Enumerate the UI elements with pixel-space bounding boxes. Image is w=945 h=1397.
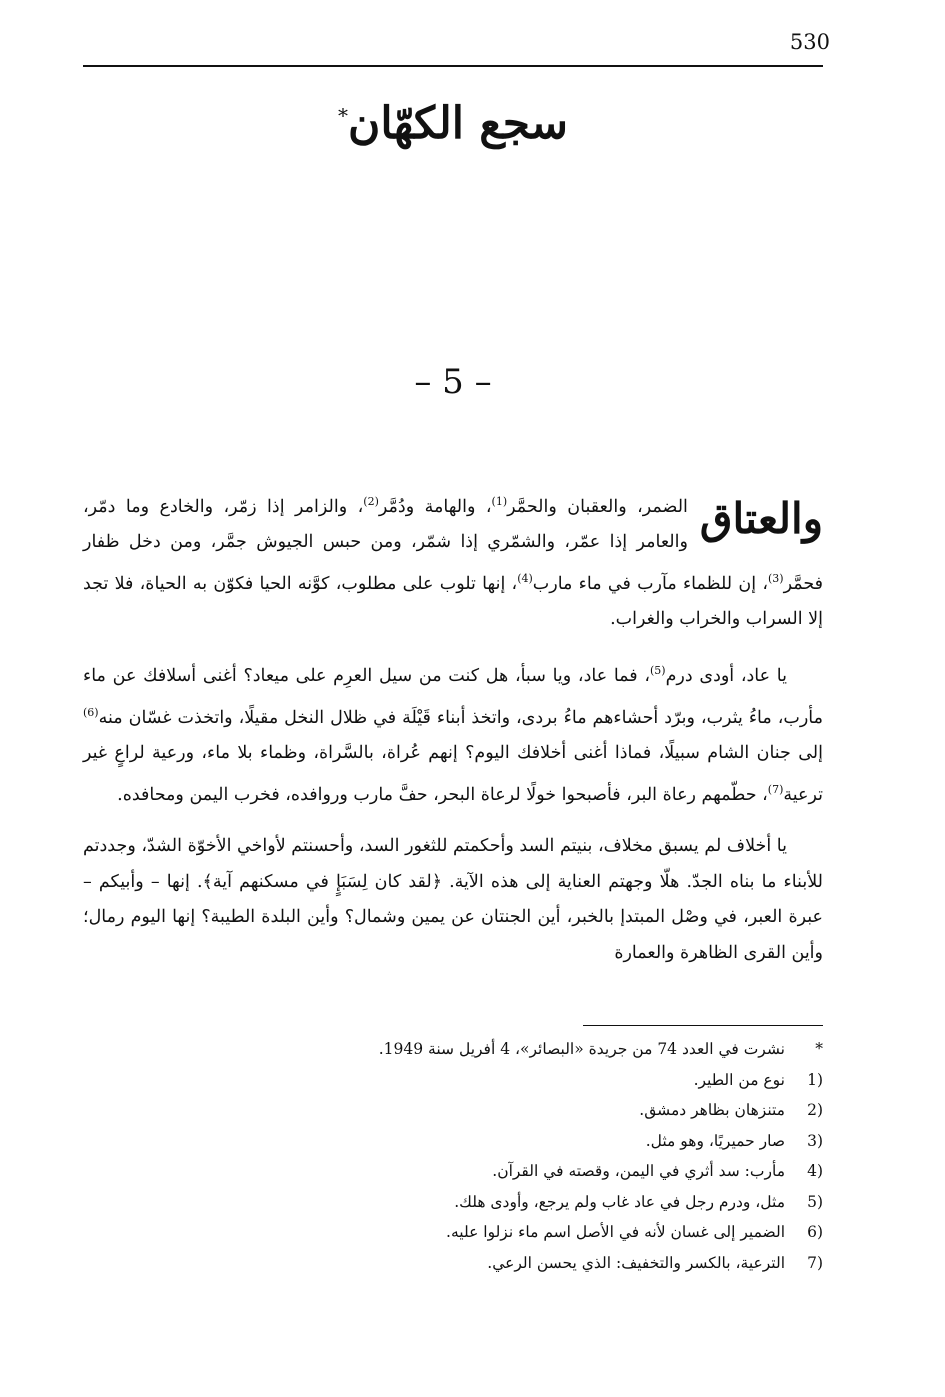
- paragraph: [83, 654, 823, 813]
- footnote-rule: [583, 1025, 823, 1026]
- footnote-item: [83, 1156, 823, 1187]
- footnote-text: صار حميريًا، وهو مثل.: [645, 1131, 785, 1150]
- page-number: 530: [789, 30, 830, 54]
- title-footnote-marker: *: [338, 103, 349, 128]
- footnote-ref: (7): [767, 782, 784, 796]
- footnote-marker: 1): [807, 1070, 823, 1089]
- footnote-marker: 6): [807, 1223, 823, 1241]
- footnote-text: الضمير إلى غسان لأنه في الأصل اسم ماء نزلوا عليه.: [446, 1223, 785, 1241]
- footnote-ref: (5): [650, 664, 666, 678]
- footnote-marker: 7): [807, 1253, 823, 1272]
- footnote-text: متنزهان بظاهر دمشق.: [639, 1101, 785, 1119]
- footnote-item: [83, 1187, 823, 1218]
- footnote-text: الترعية، بالكسر والتخفيف: الذي يحسن الرعي.: [487, 1253, 785, 1272]
- footnote-item: [83, 1126, 823, 1157]
- paragraph: [83, 829, 823, 971]
- chapter-title-text: سجع الكهّان: [348, 98, 568, 149]
- chapter-title: [83, 98, 823, 149]
- footnote-marker: 3): [807, 1131, 823, 1150]
- footnote-ref: (1): [491, 495, 508, 508]
- paragraph-content: الضمر، والعقبان والحمَّر$^{(1)}$، والهامة ودُمَّر$^{(2)}$، والزامر إذا زمّر، والخادع وما دمّر، والعامر إذا عمّر، والشمّري إذا شمّر، ومن حبس الجيوش جمَّر، ومن دخل ظفار فحمَّر$^{(3)}$، إن للظماء مآرب في ماء مارب$^{(4)}$، إنها تلوب على مطلوب، كوَّنه الحيا فكوّن به الحياة، فلا تجد إلا السراب والخراب والغراب.: [83, 495, 823, 630]
- footnote-ref: (4): [517, 571, 533, 585]
- footnote-marker: 2): [807, 1101, 823, 1119]
- footnote-text: مأرب: سد أثري في اليمن، وقصته في القرآن.: [492, 1162, 785, 1180]
- footnotes: [83, 1034, 823, 1278]
- footnote-marker: 5): [807, 1192, 823, 1211]
- paragraph-content: يا أخلاف لم يسبق مخلاف، بنيتم السد وأحكمتم للثغور السد، وأحسنتم لأواخي الأخوّة الشدّ، وجددتم للأبناء ما بناه الجدّ. هلّا وجهتم العناية إلى هذه الآية. ﴿لقد كان لِسَبَإٍ في مسكنهم آية﴾. إنها – وأبيكم – عبرة العبر، في وصْل المبتدإ بالخبر، أين الجنتان عن يمين وشمال؟ وأين البلدة الطيبة؟ إنها اليوم رمال؛ وأين القرى الظاهرة والعمارة: [83, 836, 823, 963]
- footnote-text: نشرت في العدد 74 من جريدة «البصائر»، 4 أفريل سنة 1949.: [378, 1040, 785, 1058]
- lead-word: والعتاق: [699, 494, 823, 543]
- footnote-marker: 4): [807, 1162, 823, 1180]
- footnote-marker: *: [815, 1040, 823, 1058]
- footnote-item: [83, 1248, 823, 1279]
- footnote-item: [83, 1095, 823, 1126]
- footnote-ref: (3): [767, 571, 784, 585]
- paragraph: [83, 484, 823, 638]
- footnote-text: نوع من الطير.: [693, 1070, 785, 1089]
- paragraph-content: يا عاد، أودى درم$^{(5)}$، فما عاد، ويا سبأ، هل كنت من سيل العرِم على ميعاد؟ أغنى أسلافك عن ماء مأرب، ماءُ يثرب، وبرّد أحشاءهم ماءُ بردى، واتخذ أبناء قَيْلَة في ظلال النخل مقيلًا، واتخذت غسّان منه$^{(6)}$ إلى جنان الشام سبيلًا، فماذا أغنى أخلافك اليوم؟ إنهم عُراة، بالسَّراة، وظماء بلا ماء، ورعية لراعٍ غير ترعية$^{(7)}$، حطّمهم رعاة البر، فأصبحوا خولًا لرعاة البحر، حفَّ مارب وروافده، فخرب اليمن ومحافده.: [83, 664, 823, 805]
- footnote-text: مثل، ودرم رجل في عاد غاب ولم يرجع، وأودى هلك.: [454, 1192, 785, 1211]
- header-rule: [83, 65, 823, 67]
- footnote-ref: (2): [363, 495, 379, 508]
- section-number: – 5 –: [414, 362, 492, 402]
- footnote-item: [83, 1217, 823, 1248]
- body-text: [83, 484, 823, 987]
- footnote-item: [83, 1034, 823, 1065]
- footnote-item: [83, 1065, 823, 1096]
- footnote-ref: (6): [83, 705, 99, 719]
